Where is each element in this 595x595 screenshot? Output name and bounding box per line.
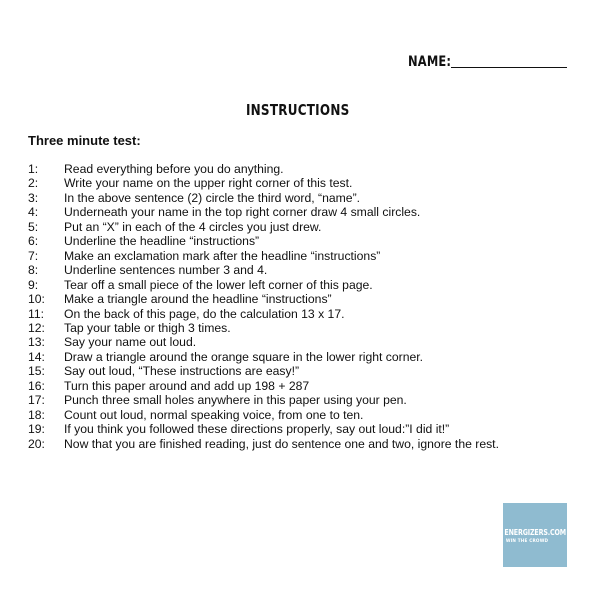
item-text: Punch three small holes anywhere in this paper using your pen.	[64, 393, 407, 408]
item-number: 16:	[28, 378, 45, 393]
subtitle: Three minute test:	[28, 133, 141, 148]
list-item	[28, 249, 499, 263]
list-item	[28, 393, 499, 407]
item-text: Read everything before you do anything.	[64, 162, 284, 176]
list-item	[28, 335, 499, 349]
item-text: Say out loud, “These instructions are easy!”	[64, 364, 300, 379]
item-text: In the above sentence (2) circle the third word, “name”.	[64, 190, 361, 205]
list-item	[28, 191, 499, 205]
item-text: On the back of this page, do the calculation 13 x 17.	[64, 306, 345, 321]
item-number: 8:	[28, 263, 39, 278]
list-item	[28, 278, 499, 292]
item-text: Turn this paper around and add up 198 + 287	[64, 378, 310, 393]
list-item	[28, 263, 499, 277]
list-item	[28, 321, 499, 335]
item-number: 19:	[28, 422, 45, 437]
list-item	[28, 292, 499, 306]
item-number: 1:	[28, 162, 39, 176]
item-text: Underneath your name in the top right corner draw 4 small circles.	[64, 205, 421, 220]
item-text: Draw a triangle around the orange square in the lower right corner.	[64, 349, 424, 364]
item-number: 18:	[28, 407, 45, 422]
list-item	[28, 364, 499, 378]
item-number: 12:	[28, 320, 45, 335]
list-item	[28, 162, 499, 176]
logo-tagline: WIN THE CROWD	[505, 537, 549, 543]
item-text: Now that you are finished reading, just do sentence one and two, ignore the rest.	[64, 436, 499, 451]
item-number: 20:	[28, 436, 45, 451]
page-title	[0, 101, 595, 119]
list-item	[28, 437, 499, 451]
name-field	[408, 55, 461, 69]
instructions-list	[28, 162, 499, 451]
item-number: 7:	[28, 248, 39, 263]
item-text: Count out loud, normal speaking voice, from one to ten.	[64, 407, 364, 422]
item-number: 3:	[28, 190, 39, 205]
list-item	[28, 234, 499, 248]
name-underline	[451, 67, 567, 68]
item-number: 9:	[28, 277, 39, 292]
list-item	[28, 408, 499, 422]
item-text: Write your name on the upper right corner of this test.	[64, 176, 353, 191]
item-number: 13:	[28, 335, 45, 350]
item-text: If you think you followed these directions properly, say out loud:”I did it!”	[64, 422, 450, 437]
list-item	[28, 422, 499, 436]
item-number: 2:	[28, 176, 39, 191]
item-number: 6:	[28, 234, 39, 249]
item-number: 14:	[28, 349, 45, 364]
logo-text: ENERGIZERS.COM	[504, 527, 566, 537]
name-label: NAME:	[408, 54, 452, 70]
item-text: Tap your table or thigh 3 times.	[64, 320, 231, 335]
list-item	[28, 205, 499, 219]
item-text: Underline the headline “instructions”	[64, 234, 260, 249]
item-number: 17:	[28, 393, 45, 408]
energizers-logo-badge	[503, 503, 567, 567]
item-number: 5:	[28, 219, 39, 234]
item-text: Underline sentences number 3 and 4.	[64, 263, 268, 278]
list-item	[28, 379, 499, 393]
item-text: Say your name out loud.	[64, 335, 197, 350]
item-number: 15:	[28, 364, 45, 379]
list-item	[28, 307, 499, 321]
item-text: Put an “X” in each of the 4 circles you just drew.	[64, 219, 322, 234]
item-number: 4:	[28, 205, 39, 220]
item-text: Tear off a small piece of the lower left corner of this page.	[64, 277, 373, 292]
item-number: 11:	[28, 306, 45, 321]
item-number: 10:	[28, 292, 45, 307]
page-title-text: INSTRUCTIONS	[245, 101, 350, 119]
item-text: Make a triangle around the headline “instructions”	[64, 292, 332, 307]
list-item	[28, 220, 499, 234]
item-text: Make an exclamation mark after the headline “instructions”	[64, 248, 381, 263]
list-item	[28, 350, 499, 364]
list-item	[28, 176, 499, 190]
